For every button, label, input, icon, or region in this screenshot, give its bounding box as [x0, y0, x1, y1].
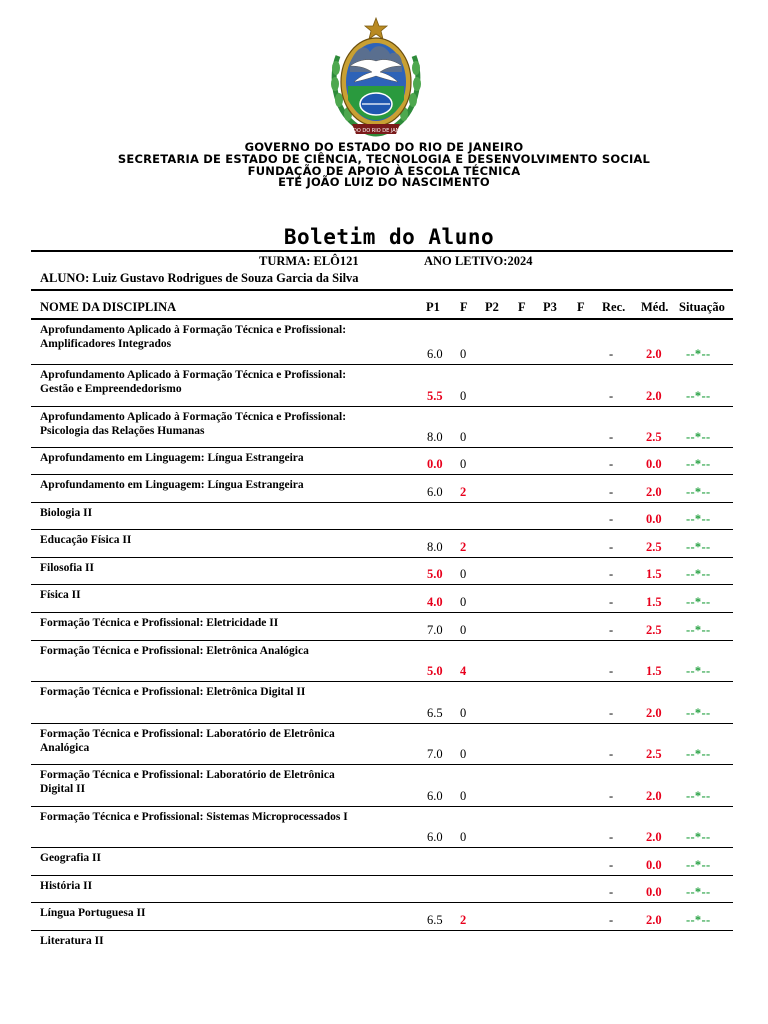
absences-f1: 0: [460, 595, 467, 609]
table-row: [31, 765, 733, 807]
grade-p1: 6.5: [427, 706, 443, 720]
recovery-grade: -: [609, 457, 614, 471]
status-situacao: --*--: [686, 485, 711, 499]
table-row: [31, 407, 733, 448]
recovery-grade: -: [609, 789, 614, 803]
status-situacao: --*--: [686, 664, 711, 678]
grade-p1: 5.0: [427, 567, 443, 581]
absences-f1: 0: [460, 623, 467, 637]
grade-p1: 6.0: [427, 789, 443, 803]
subject-name: Formação Técnica e Profissional: Eletrônica Analógica: [40, 645, 309, 657]
average-grade: 0.0: [646, 885, 662, 899]
institution-line-2: SECRETARIA DE ESTADO DE CIÊNCIA, TECNOLOGIA E DESENVOLVIMENTO SOCIAL: [117, 152, 651, 166]
state-coat-of-arms: [324, 16, 428, 142]
subject-name: Educação Física II: [40, 534, 132, 546]
subject-name: Aprofundamento em Linguagem: Língua Estrangeira: [40, 452, 304, 464]
table-row: [31, 682, 733, 724]
table-row: [31, 903, 733, 931]
institution-line-1: GOVERNO DO ESTADO DO RIO DE JANEIRO: [244, 140, 524, 154]
recovery-grade: -: [609, 623, 614, 637]
table-row: [31, 641, 733, 682]
average-grade: 2.5: [646, 747, 662, 761]
average-grade: 2.0: [646, 347, 662, 361]
subject-name: Formação Técnica e Profissional: Eletrônica Digital II: [40, 686, 306, 698]
col-header-disciplina: NOME DA DISCIPLINA: [40, 300, 177, 314]
subject-name: Aprofundamento Aplicado à Formação Técnica e Profissional: Psicologia das Relações Humanas: [40, 411, 347, 437]
recovery-grade: -: [609, 485, 614, 499]
average-grade: 2.5: [646, 540, 662, 554]
col-header-f1: F: [460, 300, 468, 314]
absences-f1: 4: [460, 664, 467, 678]
grade-p1: 4.0: [427, 595, 443, 609]
institution-line-3: FUNDAÇÃO DE APOIO À ESCOLA TÉCNICA: [247, 164, 521, 178]
absences-f1: 2: [460, 540, 467, 554]
absences-f1: 0: [460, 830, 467, 844]
recovery-grade: -: [609, 347, 614, 361]
col-header-p1: P1: [426, 300, 440, 314]
status-situacao: --*--: [686, 389, 711, 403]
recovery-grade: -: [609, 389, 614, 403]
recovery-grade: -: [609, 747, 614, 761]
subject-name: Filosofia II: [40, 562, 94, 574]
recovery-grade: -: [609, 430, 614, 444]
grade-p1: 6.5: [427, 913, 443, 927]
status-situacao: --*--: [686, 595, 711, 609]
absences-f1: 2: [460, 913, 467, 927]
status-situacao: --*--: [686, 706, 711, 720]
student-name: ALUNO: Luiz Gustavo Rodrigues de Souza Garcia da Silva: [40, 271, 359, 285]
status-situacao: --*--: [686, 347, 711, 361]
table-row: [31, 365, 733, 407]
subject-name: Aprofundamento Aplicado à Formação Técnica e Profissional: Amplificadores Integrados: [40, 324, 347, 350]
average-grade: 2.0: [646, 389, 662, 403]
grade-p1: 5.5: [427, 389, 443, 403]
average-grade: 0.0: [646, 858, 662, 872]
table-row: [31, 724, 733, 765]
average-grade: 2.5: [646, 623, 662, 637]
grade-p1: 6.0: [427, 347, 443, 361]
average-grade: 1.5: [646, 664, 662, 678]
recovery-grade: -: [609, 858, 614, 872]
grade-p1: 7.0: [427, 623, 443, 637]
recovery-grade: -: [609, 567, 614, 581]
status-situacao: --*--: [686, 457, 711, 471]
subject-name: História II: [40, 880, 93, 892]
table-row: [31, 848, 733, 876]
subject-name: Biologia II: [40, 507, 93, 519]
title-divider: [31, 250, 733, 252]
grade-p1: 8.0: [427, 540, 443, 554]
col-header-p3: P3: [543, 300, 557, 314]
table-row: [31, 558, 733, 585]
status-situacao: --*--: [686, 885, 711, 899]
status-situacao: --*--: [686, 789, 711, 803]
recovery-grade: -: [609, 830, 614, 844]
absences-f1: 0: [460, 567, 467, 581]
turma-label: TURMA: ELÔ121: [259, 254, 359, 268]
col-header-rec: Rec.: [602, 300, 626, 314]
grade-p1: 6.0: [427, 485, 443, 499]
average-grade: 0.0: [646, 512, 662, 526]
col-header-media: Méd.: [641, 300, 669, 314]
absences-f1: 2: [460, 485, 467, 499]
table-row: [31, 585, 733, 613]
col-header-p2: P2: [485, 300, 499, 314]
recovery-grade: -: [609, 664, 614, 678]
average-grade: 2.5: [646, 430, 662, 444]
table-row: [31, 931, 733, 959]
average-grade: 2.0: [646, 830, 662, 844]
table-row: [31, 876, 733, 903]
crest-ribbon-text: ESTADO DO RIO DE JANEIRO: [340, 128, 412, 134]
subject-name: Formação Técnica e Profissional: Eletricidade II: [40, 617, 279, 629]
absences-f1: 0: [460, 430, 467, 444]
status-situacao: --*--: [686, 512, 711, 526]
average-grade: 2.0: [646, 706, 662, 720]
grade-p1: 8.0: [427, 430, 443, 444]
table-row: [31, 448, 733, 475]
average-grade: 2.0: [646, 913, 662, 927]
average-grade: 2.0: [646, 789, 662, 803]
recovery-grade: -: [609, 512, 614, 526]
subject-name: Língua Portuguesa II: [40, 907, 146, 919]
recovery-grade: -: [609, 540, 614, 554]
average-grade: 0.0: [646, 457, 662, 471]
table-row: [31, 320, 733, 365]
table-row: [31, 503, 733, 530]
col-header-f3: F: [577, 300, 585, 314]
recovery-grade: -: [609, 885, 614, 899]
absences-f1: 0: [460, 706, 467, 720]
grade-p1: 0.0: [427, 457, 443, 471]
grade-p1: 7.0: [427, 747, 443, 761]
institution-line-4: ETE JOÃO LUIZ DO NASCIMENTO: [278, 175, 490, 189]
grade-p1: 5.0: [427, 664, 443, 678]
absences-f1: 0: [460, 747, 467, 761]
subject-name: Literatura II: [40, 935, 104, 947]
absences-f1: 0: [460, 389, 467, 403]
recovery-grade: -: [609, 913, 614, 927]
absences-f1: 0: [460, 457, 467, 471]
table-row: [31, 613, 733, 641]
table-row: [31, 807, 733, 848]
status-situacao: --*--: [686, 858, 711, 872]
subject-name: Aprofundamento Aplicado à Formação Técnica e Profissional: Gestão e Empreendedorismo: [40, 369, 347, 395]
info-divider: [31, 289, 733, 291]
status-situacao: --*--: [686, 540, 711, 554]
subject-name: Física II: [40, 589, 81, 601]
subject-name: Formação Técnica e Profissional: Sistemas Microprocessados I: [40, 811, 348, 823]
absences-f1: 0: [460, 789, 467, 803]
table-row: [31, 530, 733, 558]
average-grade: 1.5: [646, 595, 662, 609]
status-situacao: --*--: [686, 913, 711, 927]
subject-name: Formação Técnica e Profissional: Laboratório de Eletrônica Analógica: [40, 728, 335, 754]
recovery-grade: -: [609, 706, 614, 720]
col-header-f2: F: [518, 300, 526, 314]
table-row: [31, 475, 733, 503]
status-situacao: --*--: [686, 567, 711, 581]
absences-f1: 0: [460, 347, 467, 361]
col-header-situacao: Situação: [679, 300, 725, 314]
status-situacao: --*--: [686, 747, 711, 761]
subject-name: Geografia II: [40, 852, 102, 864]
status-situacao: --*--: [686, 623, 711, 637]
status-situacao: --*--: [686, 430, 711, 444]
subject-name: Aprofundamento em Linguagem: Língua Estrangeira: [40, 479, 304, 491]
average-grade: 2.0: [646, 485, 662, 499]
grade-p1: 6.0: [427, 830, 443, 844]
subject-name: Formação Técnica e Profissional: Laboratório de Eletrônica Digital II: [40, 769, 335, 795]
page-title: Boletim do Aluno: [283, 225, 495, 249]
status-situacao: --*--: [686, 830, 711, 844]
ano-letivo-label: ANO LETIVO:2024: [424, 254, 533, 268]
recovery-grade: -: [609, 595, 614, 609]
average-grade: 1.5: [646, 567, 662, 581]
